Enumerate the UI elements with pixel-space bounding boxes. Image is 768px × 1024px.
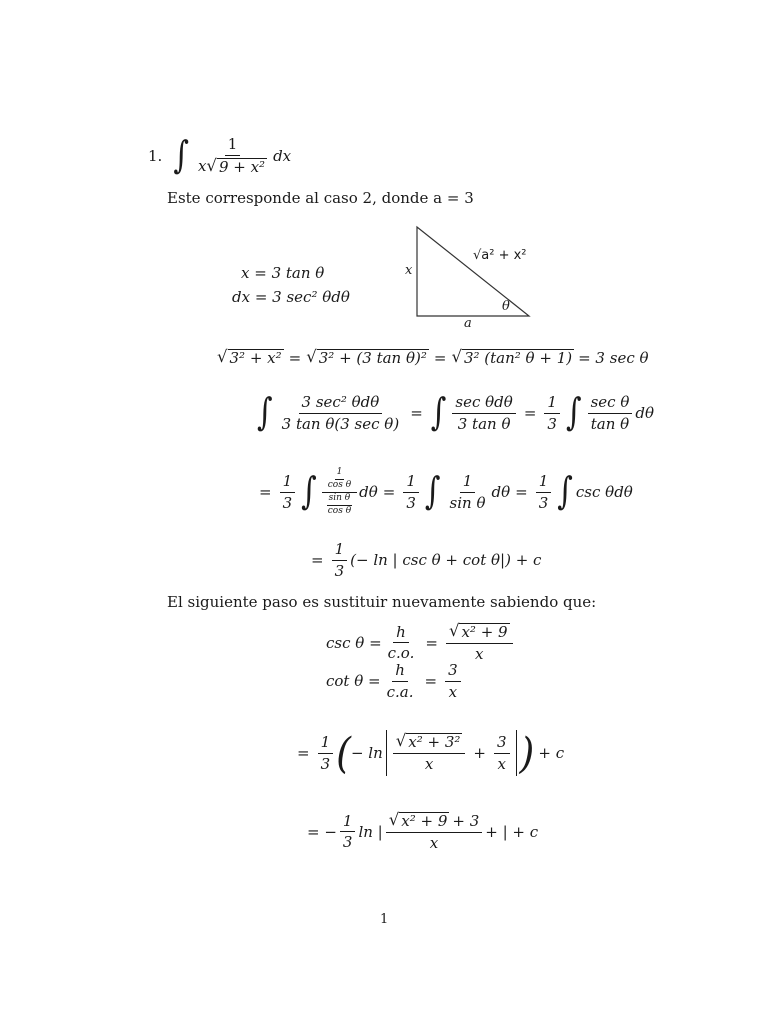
integrand-fraction (195, 136, 270, 176)
integrand-sqrt: √ 9 + x² (206, 155, 266, 176)
substitution-line-1: x = 3 tan θ (241, 264, 325, 282)
integral-sign: ∫ (173, 133, 189, 178)
triangle-angle-label: θ (502, 299, 510, 314)
csc-identity: csc θ = $\frac{h}{c.o.}$ = √ x² + 9 x (326, 623, 516, 663)
triangle-vertical-label: x (405, 263, 413, 278)
problem-number: 1. (148, 146, 163, 165)
integral-sign: ∫ (557, 469, 573, 514)
back-substitution-1: = $\frac{1}{3}$ ( − ln √ x² + 3² x + $\frac{3}{x}$ ) + c (297, 728, 565, 778)
integral-result: = $\frac{1}{3}$ (− ln | csc θ + cot θ|) + c (311, 540, 542, 580)
intro-text: Este corresponde al caso 2, donde a = 3 (167, 189, 474, 207)
integral-sign: ∫ (430, 390, 447, 435)
triangle-shape (417, 227, 529, 316)
integral-simplification-2: = $\frac{1}{3}$ ∫ $\frac{\frac{1}{\text{cos θ}}}{\frac{\text{sin θ}}{\text{cos θ}}}$ dθ = $\frac{1}{3}$ ∫ $\frac{1}{\text{sin θ}}$ dθ = $\frac{1}{3}$ ∫ csc θdθ (259, 467, 633, 516)
sqrt-identity-equation: √ 3² + x² = √ 3² + (3 tan θ)² = √ 3² (tan² θ + 1) = 3 sec θ (217, 347, 649, 368)
integral-simplification-1: ∫ $\frac{\text{3 sec² θdθ}}{\text{3 tan θ(3 sec θ)}}$ = ∫ $\frac{\text{sec θdθ}}{\text{3 tan θ}}$ = $\frac{1}{3}$ ∫ $\frac{\text{sec θ}}{\text{tan θ}}$ dθ (257, 390, 655, 435)
back-substitution-2: = − $\frac{1}{3}$ ln | √ x² + 9 + 3 x + | + c (307, 810, 539, 853)
page-number: 1 (380, 912, 389, 927)
integral-sign: ∫ (257, 390, 273, 435)
nested-fraction: $\frac{\frac{1}{\text{cos θ}}}{\frac{\text{sin θ}}{\text{cos θ}}}$ (322, 468, 357, 517)
integral-sign: ∫ (424, 469, 441, 514)
integral-sign: ∫ (301, 469, 317, 514)
substitution-line-2: dx = 3 sec² θdθ (232, 288, 350, 306)
problem-statement (148, 133, 292, 178)
triangle-hypotenuse-label: √a² + x² (473, 248, 527, 263)
integrand-numerator: 1 (225, 136, 241, 156)
integrand-x: x (197, 157, 207, 176)
integrand-dx: dx (273, 146, 292, 165)
integral-sign: ∫ (565, 390, 582, 435)
cot-identity: cot θ = $\frac{h}{c.a.}$ = $\frac{3}{x}$ (326, 662, 464, 700)
triangle-base-label: a (464, 316, 472, 331)
next-step-text: El siguiente paso es sustituir nuevamente sabiendo que: (167, 593, 597, 611)
